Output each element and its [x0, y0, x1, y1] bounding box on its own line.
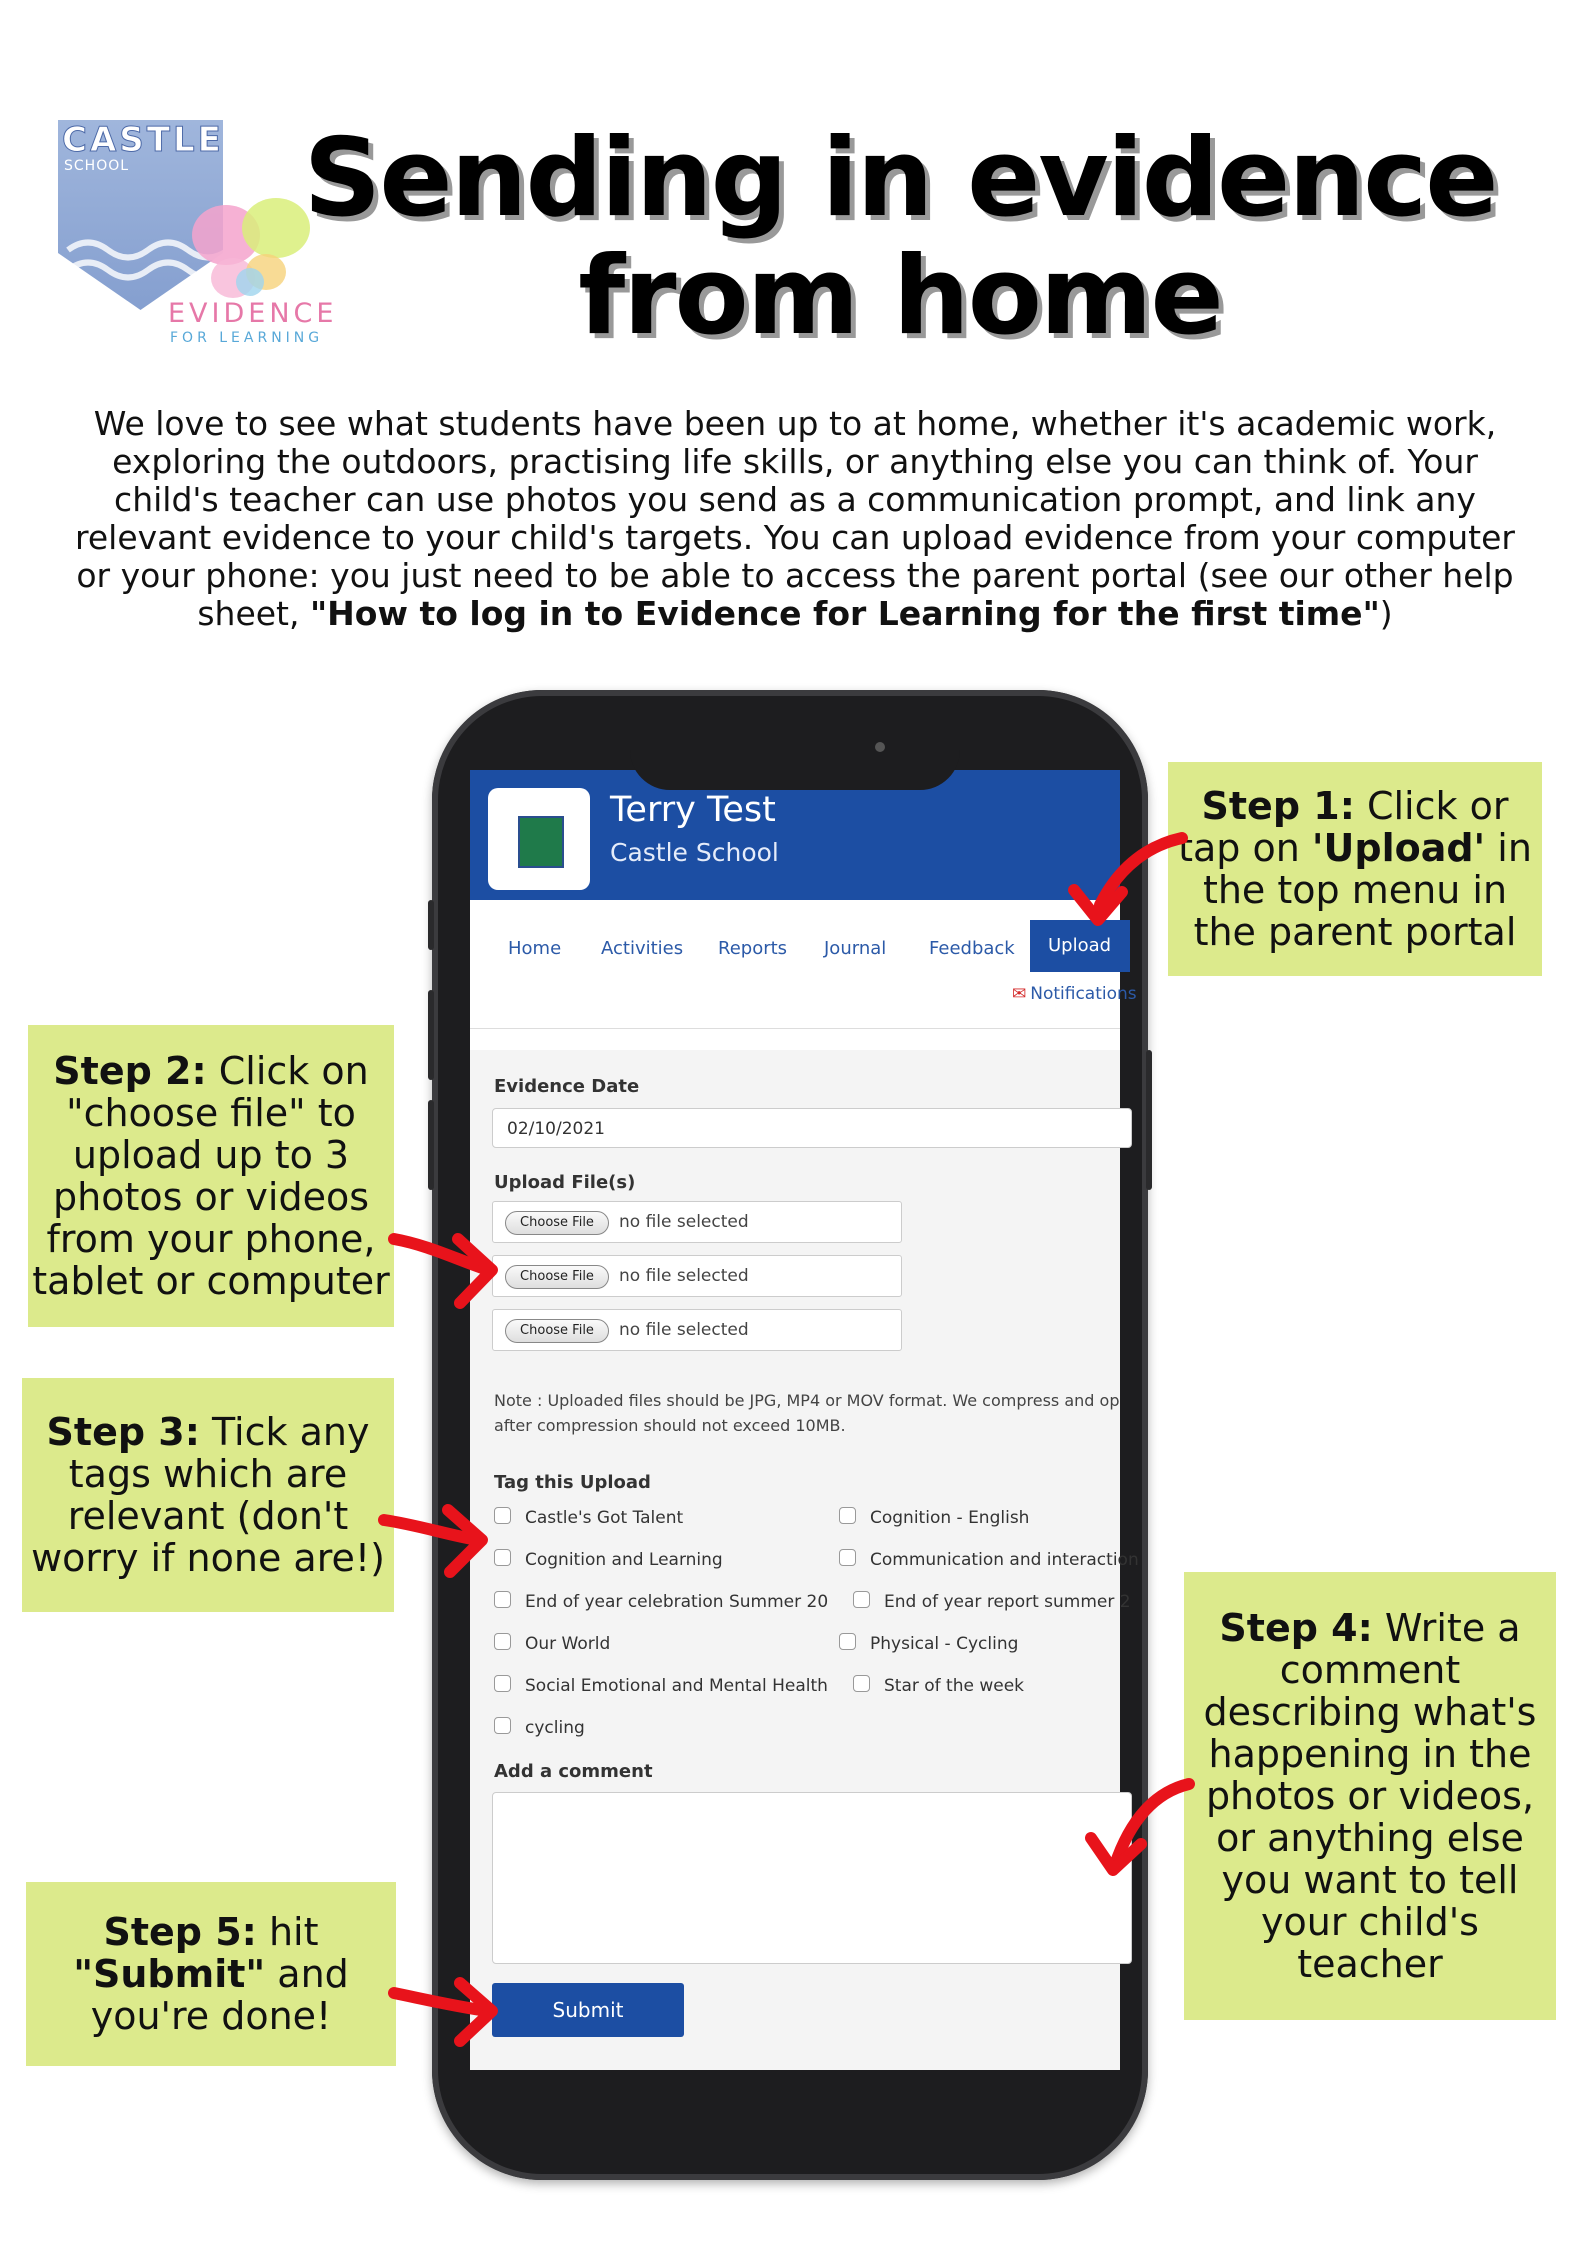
- tag-label: Cognition and Learning: [525, 1550, 723, 1570]
- tag-checkbox[interactable]: [839, 1550, 1139, 1570]
- step-5-bold: "Submit": [73, 1952, 266, 1996]
- intro-text: We love to see what students have been up to at home, whether it's academic work, exploring the outdoors, practising life skills, or anything else you can think of. Your child's teacher can use photos you send as a communication prompt, and link any relevant evidence to your child's targets. You can upload evidence from your computer or your phone: you just need to be able to access the parent portal (see our other help sheet,: [75, 404, 1515, 633]
- comment-textarea[interactable]: [492, 1792, 1132, 1964]
- avatar: [488, 788, 590, 890]
- step-2-arrow-icon: [388, 1225, 508, 1315]
- page-title: [300, 116, 1500, 359]
- checkbox-icon: [839, 1549, 856, 1566]
- tag-checkbox[interactable]: [839, 1508, 1029, 1528]
- step-5-head: Step 5:: [103, 1910, 257, 1954]
- tag-upload-label: Tag this Upload: [494, 1472, 651, 1493]
- checkbox-icon: [494, 1633, 511, 1650]
- step-4-callout: [1184, 1572, 1556, 2020]
- logo-school-text: SCHOOL: [64, 158, 130, 174]
- tag-label: End of year celebration Summer 20: [525, 1592, 829, 1612]
- notifications-label: Notifications: [1030, 984, 1137, 1004]
- step-4-arrow-icon: [1085, 1770, 1195, 1890]
- upload-files-label: Upload File(s): [494, 1172, 636, 1193]
- phone-power-button: [1146, 1050, 1152, 1190]
- notifications-link[interactable]: [1012, 984, 1137, 1004]
- divider: [470, 1028, 1120, 1029]
- step-5-arrow-icon: [388, 1975, 508, 2055]
- step-1-text-b: in the top menu in the parent portal: [1193, 826, 1532, 954]
- nav-reports[interactable]: Reports: [718, 938, 788, 959]
- upload-note-line-1: Note : Uploaded files should be JPG, MP4 or MOV format. We compress and op: [494, 1391, 1120, 1410]
- checkbox-icon: [494, 1591, 511, 1608]
- checkbox-icon: [494, 1717, 511, 1734]
- checkbox-icon: [839, 1507, 856, 1524]
- tag-label: Star of the week: [884, 1676, 1025, 1696]
- phone-volume-up: [428, 990, 434, 1080]
- submit-button[interactable]: Submit: [492, 1983, 684, 2037]
- checkbox-icon: [494, 1675, 511, 1692]
- step-1-callout: [1168, 762, 1542, 976]
- step-5-text-a: hit: [256, 1910, 319, 1954]
- evidence-date-label: Evidence Date: [494, 1076, 640, 1097]
- tag-label: Our World: [525, 1634, 611, 1654]
- tag-label: Social Emotional and Mental Health: [525, 1676, 828, 1696]
- upload-note: [494, 1388, 1134, 1438]
- tag-label: cycling: [525, 1718, 585, 1738]
- tag-checkbox[interactable]: [494, 1718, 585, 1738]
- step-2-callout: [28, 1025, 394, 1327]
- nav-feedback[interactable]: Feedback: [929, 938, 1015, 959]
- step-3-text: Tick any tags which are relevant (don't worry if none are!): [31, 1410, 385, 1580]
- checkbox-icon: [839, 1633, 856, 1650]
- phone-notch: [630, 732, 960, 790]
- no-file-text: no file selected: [619, 1320, 749, 1340]
- camera-icon: [875, 742, 885, 752]
- tag-label: Cognition - English: [870, 1508, 1030, 1528]
- butterfly-icon: [178, 190, 318, 310]
- no-file-text: no file selected: [619, 1212, 749, 1232]
- step-2-text: Click on "choose file" to upload up to 3 photos or videos from your phone, tablet or computer: [32, 1049, 390, 1303]
- nav-journal[interactable]: Journal: [824, 938, 887, 959]
- school-name: Castle School: [610, 838, 779, 867]
- file-input-3: [492, 1309, 902, 1351]
- step-3-callout: [22, 1378, 394, 1612]
- tag-checkbox[interactable]: [494, 1592, 828, 1612]
- choose-file-button[interactable]: Choose File: [505, 1319, 609, 1343]
- school-crest-icon: [518, 816, 564, 868]
- phone-screen: [470, 770, 1139, 2070]
- intro-bold: "How to log in to Evidence for Learning for the first time": [309, 594, 1380, 633]
- student-name: Terry Test: [610, 790, 776, 830]
- tag-label: Communication and interaction: [870, 1550, 1139, 1570]
- step-1-arrow-icon: [1060, 820, 1190, 930]
- no-file-text: no file selected: [619, 1266, 749, 1286]
- nav-home[interactable]: Home: [508, 938, 562, 959]
- tag-checkbox[interactable]: [853, 1592, 1131, 1612]
- title-line-1: Sending in evidence: [303, 116, 1497, 241]
- choose-file-button[interactable]: Choose File: [505, 1211, 609, 1235]
- choose-file-button[interactable]: Choose File: [505, 1265, 609, 1289]
- nav-activities[interactable]: Activities: [601, 938, 684, 959]
- phone-volume-down: [428, 1100, 434, 1190]
- intro-paragraph: [55, 405, 1535, 633]
- tag-label: End of year report summer 2: [884, 1592, 1131, 1612]
- envelope-icon: ✉: [1012, 984, 1027, 1004]
- tag-checkbox[interactable]: [494, 1550, 723, 1570]
- intro-end: ): [1379, 594, 1393, 633]
- step-1-head: Step 1:: [1201, 784, 1355, 828]
- tag-label: Castle's Got Talent: [525, 1508, 684, 1528]
- logo-castle-text: CASTLE: [62, 120, 224, 160]
- tag-checkbox[interactable]: [839, 1634, 1018, 1654]
- file-input-1: [492, 1201, 902, 1243]
- add-comment-label: Add a comment: [494, 1761, 653, 1782]
- checkbox-icon: [853, 1591, 870, 1608]
- tag-checkbox[interactable]: [494, 1508, 683, 1528]
- step-1-text-a: Click or tap on: [1178, 784, 1509, 870]
- evidence-date-input[interactable]: 02/10/2021: [492, 1108, 1132, 1148]
- nav-upload[interactable]: Upload: [1030, 920, 1130, 972]
- step-4-text: Write a comment describing what's happening in the photos or videos, or anything else you want to tell your child's teacher: [1203, 1606, 1537, 1986]
- step-3-head: Step 3:: [46, 1410, 200, 1454]
- tag-label: Physical - Cycling: [870, 1634, 1019, 1654]
- upload-note-line-2: after compression should not exceed 10MB.: [494, 1416, 846, 1435]
- step-5-text-b: and you're done!: [90, 1952, 349, 2038]
- logo-for-learning-text: FOR LEARNING: [170, 330, 324, 346]
- file-input-2: [492, 1255, 902, 1297]
- step-2-head: Step 2:: [53, 1049, 207, 1093]
- step-5-callout: [26, 1882, 396, 2066]
- title-line-2: from home: [578, 234, 1222, 359]
- tag-checkbox[interactable]: [853, 1676, 1024, 1696]
- phone-mute-switch: [428, 900, 434, 950]
- tag-checkbox[interactable]: [494, 1676, 828, 1696]
- logo-evidence-text: EVIDENCE: [168, 298, 338, 329]
- step-4-head: Step 4:: [1219, 1606, 1373, 1650]
- step-3-arrow-icon: [378, 1500, 498, 1590]
- checkbox-icon: [853, 1675, 870, 1692]
- tag-checkbox[interactable]: [494, 1634, 610, 1654]
- step-1-bold: 'Upload': [1311, 826, 1486, 870]
